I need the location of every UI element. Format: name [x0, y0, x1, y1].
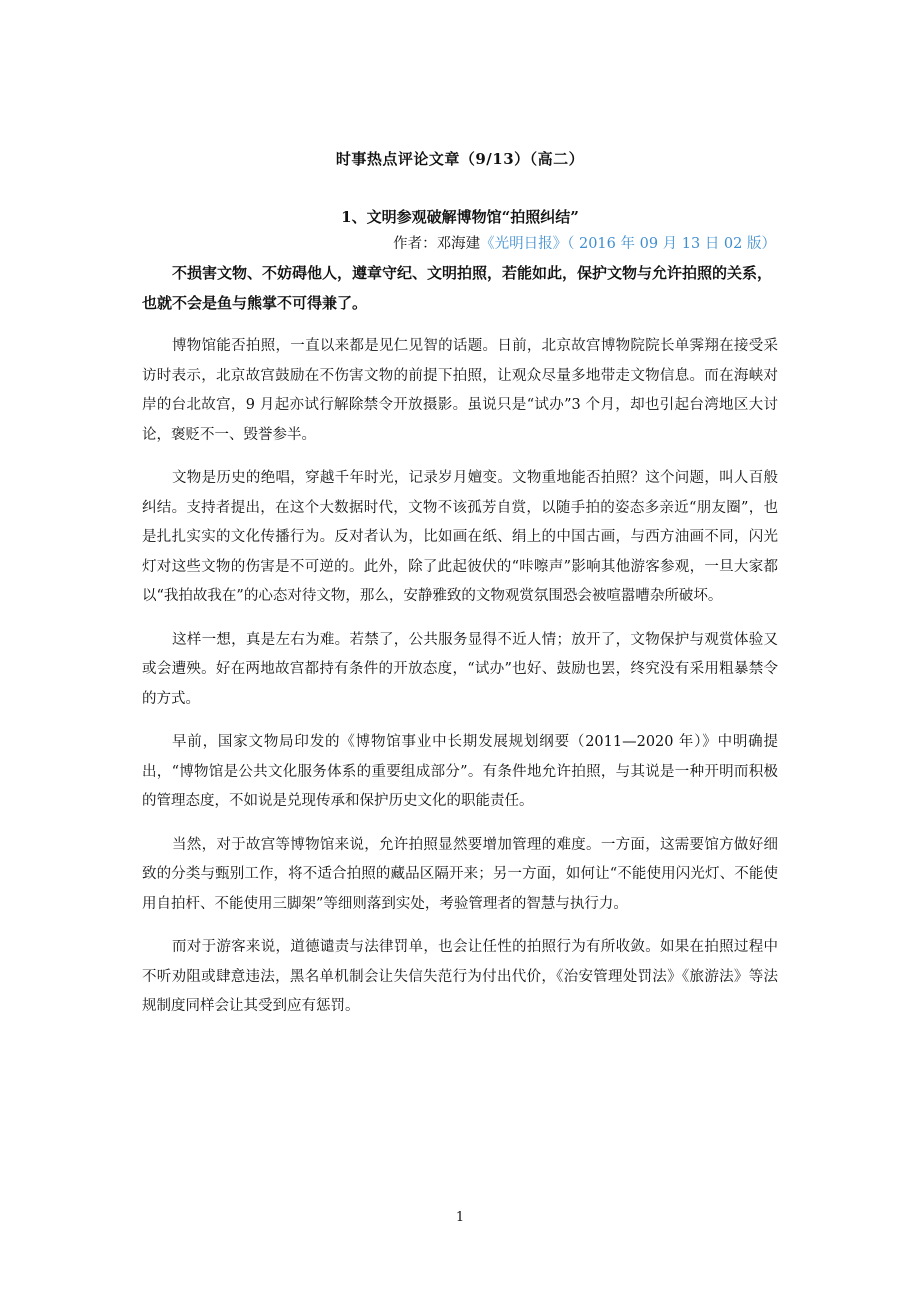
article-byline [393, 232, 776, 253]
article-title: 1、文明参观破解博物馆“拍照纠结” [341, 208, 579, 226]
article-lead: 不损害文物、不妨碍他人，遵章守纪、文明拍照，若能如此，保护文物与允许拍照的关系，也就不会是鱼与熊掌不可得兼了。 [142, 264, 773, 312]
body-paragraph: 而对于游客来说，道德谴责与法律罚单，也会让任性的拍照行为有所收敛。如果在拍照过程中不听劝阻或肆意违法，黑名单机制会让失信失范行为付出代价，《治安管理处罚法》《旅游法》等法规制度同样会让其受到应有惩罚。 [142, 939, 778, 1014]
article-body [142, 332, 778, 1036]
byline-source-link[interactable]: 《光明日报》（ 2016 年 09 月 13 日 02 版） [480, 236, 776, 252]
body-paragraph: 博物馆能否拍照，一直以来都是见仁见智的话题。日前，北京故宫博物院院长单霁翔在接受采访时表示，北京故宫鼓励在不伤害文物的前提下拍照，让观众尽量多地带走文物信息。而在海峡对岸的台北故宫，9 月起亦试行解除禁令开放摄影。虽说只是“试办”3 个月，却也引起台湾地区大讨论，褒贬不一、毁誉参半。 [142, 338, 778, 443]
page-title: 时事热点评论文章（9/13）（高二） [335, 150, 585, 168]
body-paragraph: 当然，对于故宫等博物馆来说，允许拍照显然要增加管理的难度。一方面，这需要馆方做好细致的分类与甄别工作，将不适合拍照的藏品区隔开来；另一方面，如何让“不能使用闪光灯、不能使用自拍杆、不能使用三脚架”等细则落到实处，考验管理者的智慧与执行力。 [142, 836, 778, 912]
body-paragraph: 这样一想，真是左右为难。若禁了，公共服务显得不近人情；放开了，文物保护与观赏体验又或会遭殃。好在两地故宫都持有条件的开放态度，“试办”也好、鼓励也罢，终究没有采用粗暴禁令的方式。 [142, 631, 778, 707]
page-number: 1 [455, 1210, 465, 1225]
body-paragraph: 文物是历史的绝唱，穿越千年时光，记录岁月嬗变。文物重地能否拍照？这个问题，叫人百般纠结。支持者提出，在这个大数据时代，文物不该孤芳自赏，以随手拍的姿态多亲近“朋友圈”，也是扎扎实实的文化传播行为。反对者认为，比如画在纸、绢上的中国古画，与西方油画不同，闪光灯对这些文物的伤害是不可逆的。此外，除了此起彼伏的“咔嚓声”影响其他游客参观，一旦大家都以“我拍故我在”的心态对待文物，那么，安静雅致的文物观赏氛围恐会被喧嚣嘈杂所破坏。 [142, 470, 778, 604]
body-paragraph: 早前，国家文物局印发的《博物馆事业中长期发展规划纲要（2011—2020 年）》中明确提出，“博物馆是公共文化服务体系的重要组成部分”。有条件地允许拍照，与其说是一种开明而积极的管理态度，不如说是兑现传承和保护历史文化的职能责任。 [142, 734, 778, 809]
byline-author: 作者：邓海建 [393, 236, 481, 252]
